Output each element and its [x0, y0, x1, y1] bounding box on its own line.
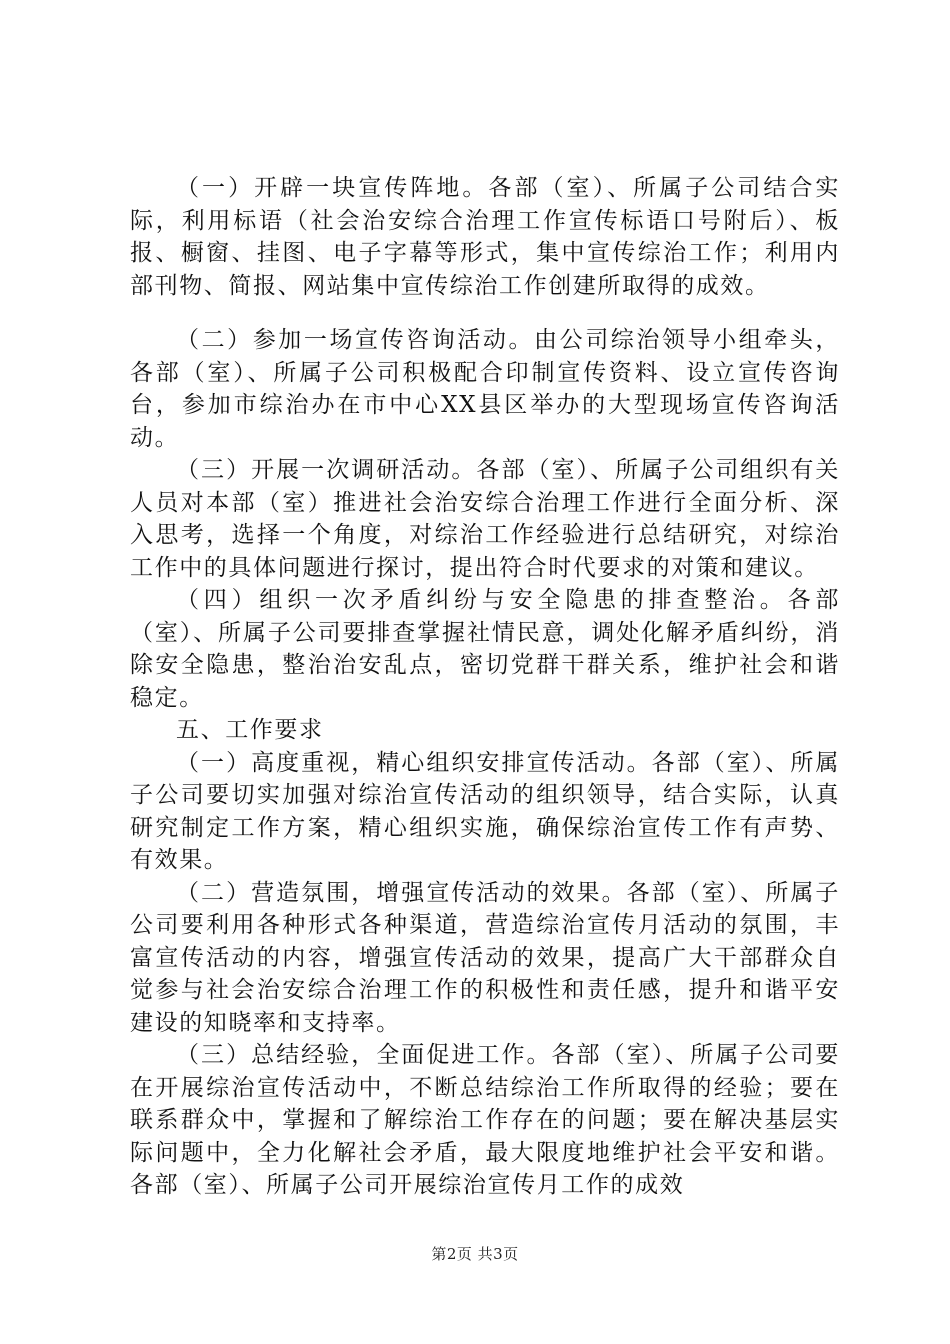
paragraph-dispute-inspection: （四）组织一次矛盾纠纷与安全隐患的排查整治。各部（室）、所属子公司要排查掌握社情民意，调处化解矛盾纠纷，消除安全隐患，整治治安乱点，密切党群干群关系，维护社会和谐稳定。 — [130, 587, 840, 711]
paragraph-research-activity: （三）开展一次调研活动。各部（室）、所属子公司组织有关人员对本部（室）推进社会治安综合治理工作进行全面分析、深入思考，选择一个角度，对综治工作经验进行总结研究，对综治工作中的具体问题进行探讨，提出符合时代要求的对策和建议。 — [130, 457, 840, 581]
section-heading-work-requirements: 五、工作要求 — [176, 717, 324, 743]
document-body — [130, 172, 840, 1202]
paragraph-publicity-position: （一）开辟一块宣传阵地。各部（室）、所属子公司结合实际，利用标语（社会治安综合治理工作宣传标语口号附后）、板报、橱窗、挂图、电子字幕等形式，集中宣传综治工作；利用内部刊物、简报、网站集中宣传综治工作创建所取得的成效。 — [130, 175, 840, 299]
paragraph-consultation-activity: （二）参加一场宣传咨询活动。由公司综治领导小组牵头，各部（室）、所属子公司积极配合印制宣传资料、设立宣传咨询台，参加市综治办在市中心XX县区举办的大型现场宣传咨询活动。 — [130, 327, 840, 451]
page-number-footer: 第2页 共3页 — [431, 1245, 519, 1263]
paragraph-high-priority: （一）高度重视，精心组织安排宣传活动。各部（室）、所属子公司要切实加强对综治宣传活动的组织领导，结合实际，认真研究制定工作方案，精心组织实施，确保综治宣传工作有声势、有效果。 — [130, 749, 840, 873]
paragraph-create-atmosphere: （二）营造氛围，增强宣传活动的效果。各部（室）、所属子公司要利用各种形式各种渠道，营造综治宣传月活动的氛围，丰富宣传活动的内容，增强宣传活动的效果，提高广大干部群众自觉参与社会治安综合治理工作的积极性和责任感，提升和谐平安建设的知晓率和支持率。 — [130, 879, 840, 1036]
paragraph-summarize-experience: （三）总结经验，全面促进工作。各部（室）、所属子公司要在开展综治宣传活动中，不断总结综治工作所取得的经验；要在联系群众中，掌握和了解综治工作存在的问题；要在解决基层实际问题中，全力化解社会矛盾，最大限度地维护社会平安和谐。各部（室）、所属子公司开展综治宣传月工作的成效 — [130, 1042, 840, 1198]
